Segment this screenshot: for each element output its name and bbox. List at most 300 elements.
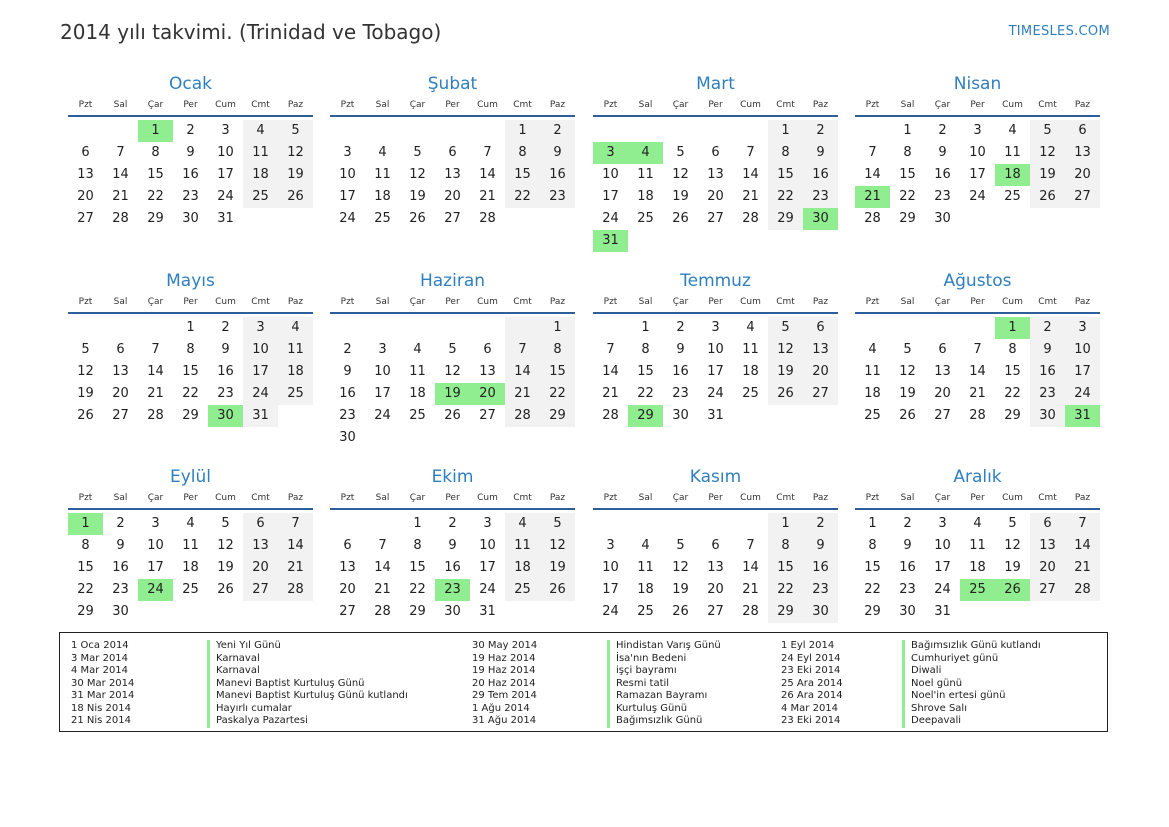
day-cell[interactable]: 29 xyxy=(864,604,881,619)
day-cell[interactable]: 21 xyxy=(112,189,129,204)
day-cell[interactable]: 29 xyxy=(147,211,164,226)
day-cell[interactable]: 10 xyxy=(602,560,619,575)
day-cell[interactable]: 31 xyxy=(934,604,951,619)
day-cell[interactable]: 1 xyxy=(68,513,103,535)
day-cell[interactable]: 19 xyxy=(1004,560,1021,575)
day-cell[interactable]: 12 xyxy=(409,167,426,182)
day-cell[interactable]: 14 xyxy=(969,364,986,379)
day-cell[interactable]: 16 xyxy=(540,164,575,186)
day-cell[interactable]: 1 xyxy=(995,317,1030,339)
day-cell[interactable]: 16 xyxy=(1030,361,1065,383)
day-cell[interactable]: 9 xyxy=(803,535,838,557)
day-cell[interactable]: 17 xyxy=(479,560,496,575)
day-cell[interactable]: 25 xyxy=(1004,189,1021,204)
day-cell[interactable]: 20 xyxy=(470,383,505,405)
day-cell[interactable]: 15 xyxy=(182,364,199,379)
day-cell[interactable]: 2 xyxy=(116,516,125,531)
day-cell[interactable]: 15 xyxy=(637,364,654,379)
day-cell[interactable]: 12 xyxy=(768,339,803,361)
day-cell[interactable]: 4 xyxy=(973,516,982,531)
day-cell[interactable]: 15 xyxy=(899,167,916,182)
day-cell[interactable]: 25 xyxy=(637,211,654,226)
day-cell[interactable]: 7 xyxy=(1065,513,1100,535)
day-cell[interactable]: 26 xyxy=(77,408,94,423)
day-cell[interactable]: 5 xyxy=(278,120,313,142)
day-cell[interactable]: 19 xyxy=(540,557,575,579)
day-cell[interactable]: 29 xyxy=(628,405,663,427)
day-cell[interactable]: 25 xyxy=(637,604,654,619)
day-cell[interactable]: 23 xyxy=(182,189,199,204)
day-cell[interactable]: 8 xyxy=(81,538,90,553)
day-cell[interactable]: 7 xyxy=(606,342,615,357)
day-cell[interactable]: 13 xyxy=(707,560,724,575)
day-cell[interactable]: 16 xyxy=(934,167,951,182)
day-cell[interactable]: 12 xyxy=(278,142,313,164)
day-cell[interactable]: 21 xyxy=(278,557,313,579)
day-cell[interactable]: 3 xyxy=(593,142,628,164)
day-cell[interactable]: 2 xyxy=(803,513,838,535)
day-cell[interactable]: 26 xyxy=(899,408,916,423)
day-cell[interactable]: 14 xyxy=(742,560,759,575)
day-cell[interactable]: 17 xyxy=(602,189,619,204)
day-cell[interactable]: 10 xyxy=(374,364,391,379)
day-cell[interactable]: 5 xyxy=(413,145,422,160)
day-cell[interactable]: 4 xyxy=(868,342,877,357)
day-cell[interactable]: 24 xyxy=(602,211,619,226)
day-cell[interactable]: 11 xyxy=(742,342,759,357)
day-cell[interactable]: 29 xyxy=(77,604,94,619)
day-cell[interactable]: 4 xyxy=(628,142,663,164)
day-cell[interactable]: 16 xyxy=(899,560,916,575)
day-cell[interactable]: 6 xyxy=(711,538,720,553)
day-cell[interactable]: 16 xyxy=(217,364,234,379)
day-cell[interactable]: 10 xyxy=(934,538,951,553)
day-cell[interactable]: 30 xyxy=(899,604,916,619)
day-cell[interactable]: 9 xyxy=(540,142,575,164)
day-cell[interactable]: 21 xyxy=(742,582,759,597)
day-cell[interactable]: 3 xyxy=(606,538,615,553)
day-cell[interactable]: 12 xyxy=(444,364,461,379)
day-cell[interactable]: 14 xyxy=(864,167,881,182)
day-cell[interactable]: 13 xyxy=(112,364,129,379)
day-cell[interactable]: 3 xyxy=(151,516,160,531)
day-cell[interactable]: 3 xyxy=(1065,317,1100,339)
day-cell[interactable]: 9 xyxy=(116,538,125,553)
day-cell[interactable]: 24 xyxy=(934,582,951,597)
day-cell[interactable]: 3 xyxy=(221,123,230,138)
day-cell[interactable]: 4 xyxy=(186,516,195,531)
day-cell[interactable]: 11 xyxy=(182,538,199,553)
day-cell[interactable]: 23 xyxy=(1030,383,1065,405)
day-cell[interactable]: 16 xyxy=(339,386,356,401)
day-cell[interactable]: 13 xyxy=(803,339,838,361)
day-cell[interactable]: 5 xyxy=(221,516,230,531)
day-cell[interactable]: 11 xyxy=(637,167,654,182)
day-cell[interactable]: 4 xyxy=(1008,123,1017,138)
day-cell[interactable]: 15 xyxy=(1004,364,1021,379)
day-cell[interactable]: 12 xyxy=(899,364,916,379)
day-cell[interactable]: 13 xyxy=(479,364,496,379)
day-cell[interactable]: 19 xyxy=(435,383,470,405)
day-cell[interactable]: 2 xyxy=(903,516,912,531)
day-cell[interactable]: 2 xyxy=(938,123,947,138)
day-cell[interactable]: 29 xyxy=(1004,408,1021,423)
day-cell[interactable]: 10 xyxy=(147,538,164,553)
day-cell[interactable]: 6 xyxy=(448,145,457,160)
day-cell[interactable]: 20 xyxy=(243,557,278,579)
day-cell[interactable]: 14 xyxy=(112,167,129,182)
day-cell[interactable]: 18 xyxy=(278,361,313,383)
day-cell[interactable]: 6 xyxy=(81,145,90,160)
day-cell[interactable]: 24 xyxy=(138,579,173,601)
day-cell[interactable]: 6 xyxy=(116,342,125,357)
day-cell[interactable]: 1 xyxy=(768,120,803,142)
day-cell[interactable]: 1 xyxy=(641,320,650,335)
day-cell[interactable]: 21 xyxy=(505,383,540,405)
day-cell[interactable]: 9 xyxy=(938,145,947,160)
day-cell[interactable]: 15 xyxy=(505,164,540,186)
day-cell[interactable]: 2 xyxy=(803,120,838,142)
day-cell[interactable]: 15 xyxy=(768,557,803,579)
day-cell[interactable]: 3 xyxy=(483,516,492,531)
day-cell[interactable]: 15 xyxy=(864,560,881,575)
day-cell[interactable]: 16 xyxy=(112,560,129,575)
day-cell[interactable]: 13 xyxy=(243,535,278,557)
day-cell[interactable]: 23 xyxy=(435,579,470,601)
day-cell[interactable]: 22 xyxy=(182,386,199,401)
day-cell[interactable]: 4 xyxy=(278,317,313,339)
day-cell[interactable]: 3 xyxy=(973,123,982,138)
day-cell[interactable]: 2 xyxy=(186,123,195,138)
day-cell[interactable]: 2 xyxy=(343,342,352,357)
day-cell[interactable]: 31 xyxy=(1065,405,1100,427)
day-cell[interactable]: 24 xyxy=(707,386,724,401)
day-cell[interactable]: 17 xyxy=(243,361,278,383)
day-cell[interactable]: 27 xyxy=(1065,186,1100,208)
day-cell[interactable]: 24 xyxy=(1065,383,1100,405)
day-cell[interactable]: 1 xyxy=(413,516,422,531)
day-cell[interactable]: 27 xyxy=(77,211,94,226)
day-cell[interactable]: 10 xyxy=(243,339,278,361)
day-cell[interactable]: 30 xyxy=(803,208,838,230)
day-cell[interactable]: 27 xyxy=(444,211,461,226)
day-cell[interactable]: 5 xyxy=(768,317,803,339)
day-cell[interactable]: 8 xyxy=(1008,342,1017,357)
day-cell[interactable]: 13 xyxy=(339,560,356,575)
day-cell[interactable]: 22 xyxy=(540,383,575,405)
day-cell[interactable]: 28 xyxy=(1065,579,1100,601)
day-cell[interactable]: 11 xyxy=(969,538,986,553)
day-cell[interactable]: 30 xyxy=(208,405,243,427)
day-cell[interactable]: 9 xyxy=(803,142,838,164)
day-cell[interactable]: 20 xyxy=(444,189,461,204)
day-cell[interactable]: 28 xyxy=(112,211,129,226)
day-cell[interactable]: 26 xyxy=(444,408,461,423)
day-cell[interactable]: 8 xyxy=(768,535,803,557)
day-cell[interactable]: 5 xyxy=(1030,120,1065,142)
day-cell[interactable]: 22 xyxy=(505,186,540,208)
day-cell[interactable]: 8 xyxy=(641,342,650,357)
day-cell[interactable]: 13 xyxy=(1065,142,1100,164)
day-cell[interactable]: 25 xyxy=(278,383,313,405)
day-cell[interactable]: 2 xyxy=(448,516,457,531)
day-cell[interactable]: 3 xyxy=(378,342,387,357)
day-cell[interactable]: 15 xyxy=(540,361,575,383)
day-cell[interactable]: 28 xyxy=(864,211,881,226)
day-cell[interactable]: 25 xyxy=(864,408,881,423)
day-cell[interactable]: 21 xyxy=(602,386,619,401)
day-cell[interactable]: 29 xyxy=(768,208,803,230)
day-cell[interactable]: 6 xyxy=(483,342,492,357)
day-cell[interactable]: 1 xyxy=(505,120,540,142)
day-cell[interactable]: 4 xyxy=(243,120,278,142)
day-cell[interactable]: 22 xyxy=(864,582,881,597)
day-cell[interactable]: 18 xyxy=(864,386,881,401)
day-cell[interactable]: 18 xyxy=(637,189,654,204)
day-cell[interactable]: 28 xyxy=(969,408,986,423)
day-cell[interactable]: 21 xyxy=(147,386,164,401)
day-cell[interactable]: 5 xyxy=(676,145,685,160)
day-cell[interactable]: 24 xyxy=(602,604,619,619)
day-cell[interactable]: 23 xyxy=(217,386,234,401)
day-cell[interactable]: 17 xyxy=(934,560,951,575)
day-cell[interactable]: 22 xyxy=(768,186,803,208)
day-cell[interactable]: 11 xyxy=(864,364,881,379)
day-cell[interactable]: 14 xyxy=(147,364,164,379)
day-cell[interactable]: 22 xyxy=(637,386,654,401)
day-cell[interactable]: 23 xyxy=(672,386,689,401)
day-cell[interactable]: 26 xyxy=(995,579,1030,601)
day-cell[interactable]: 19 xyxy=(672,582,689,597)
day-cell[interactable]: 18 xyxy=(505,557,540,579)
day-cell[interactable]: 16 xyxy=(444,560,461,575)
day-cell[interactable]: 26 xyxy=(1030,186,1065,208)
day-cell[interactable]: 20 xyxy=(112,386,129,401)
day-cell[interactable]: 25 xyxy=(742,386,759,401)
day-cell[interactable]: 8 xyxy=(413,538,422,553)
day-cell[interactable]: 1 xyxy=(138,120,173,142)
day-cell[interactable]: 11 xyxy=(1004,145,1021,160)
day-cell[interactable]: 9 xyxy=(1030,339,1065,361)
day-cell[interactable]: 3 xyxy=(243,317,278,339)
day-cell[interactable]: 3 xyxy=(343,145,352,160)
day-cell[interactable]: 2 xyxy=(221,320,230,335)
day-cell[interactable]: 8 xyxy=(903,145,912,160)
day-cell[interactable]: 20 xyxy=(1065,164,1100,186)
day-cell[interactable]: 14 xyxy=(374,560,391,575)
day-cell[interactable]: 18 xyxy=(995,164,1030,186)
day-cell[interactable]: 24 xyxy=(217,189,234,204)
day-cell[interactable]: 25 xyxy=(374,211,391,226)
day-cell[interactable]: 13 xyxy=(444,167,461,182)
day-cell[interactable]: 21 xyxy=(855,186,890,208)
day-cell[interactable]: 25 xyxy=(182,582,199,597)
day-cell[interactable]: 26 xyxy=(672,604,689,619)
day-cell[interactable]: 20 xyxy=(77,189,94,204)
day-cell[interactable]: 10 xyxy=(602,167,619,182)
day-cell[interactable]: 17 xyxy=(969,167,986,182)
day-cell[interactable]: 31 xyxy=(479,604,496,619)
day-cell[interactable]: 21 xyxy=(479,189,496,204)
day-cell[interactable]: 28 xyxy=(147,408,164,423)
day-cell[interactable]: 5 xyxy=(81,342,90,357)
day-cell[interactable]: 26 xyxy=(540,579,575,601)
day-cell[interactable]: 30 xyxy=(934,211,951,226)
day-cell[interactable]: 29 xyxy=(540,405,575,427)
day-cell[interactable]: 22 xyxy=(899,189,916,204)
day-cell[interactable]: 20 xyxy=(1030,557,1065,579)
day-cell[interactable]: 12 xyxy=(77,364,94,379)
day-cell[interactable]: 1 xyxy=(903,123,912,138)
day-cell[interactable]: 23 xyxy=(803,186,838,208)
day-cell[interactable]: 23 xyxy=(540,186,575,208)
day-cell[interactable]: 1 xyxy=(540,317,575,339)
day-cell[interactable]: 13 xyxy=(1030,535,1065,557)
day-cell[interactable]: 26 xyxy=(278,186,313,208)
day-cell[interactable]: 7 xyxy=(116,145,125,160)
day-cell[interactable]: 30 xyxy=(672,408,689,423)
day-cell[interactable]: 24 xyxy=(339,211,356,226)
day-cell[interactable]: 7 xyxy=(151,342,160,357)
day-cell[interactable]: 21 xyxy=(969,386,986,401)
day-cell[interactable]: 23 xyxy=(803,579,838,601)
day-cell[interactable]: 10 xyxy=(1065,339,1100,361)
day-cell[interactable]: 23 xyxy=(339,408,356,423)
day-cell[interactable]: 3 xyxy=(938,516,947,531)
day-cell[interactable]: 5 xyxy=(676,538,685,553)
day-cell[interactable]: 4 xyxy=(641,538,650,553)
day-cell[interactable]: 28 xyxy=(278,579,313,601)
day-cell[interactable]: 18 xyxy=(409,386,426,401)
day-cell[interactable]: 28 xyxy=(742,604,759,619)
day-cell[interactable]: 25 xyxy=(960,579,995,601)
day-cell[interactable]: 20 xyxy=(803,361,838,383)
day-cell[interactable]: 5 xyxy=(903,342,912,357)
day-cell[interactable]: 12 xyxy=(672,560,689,575)
day-cell[interactable]: 24 xyxy=(243,383,278,405)
day-cell[interactable]: 12 xyxy=(1004,538,1021,553)
day-cell[interactable]: 27 xyxy=(803,383,838,405)
day-cell[interactable]: 20 xyxy=(707,189,724,204)
day-cell[interactable]: 13 xyxy=(934,364,951,379)
day-cell[interactable]: 15 xyxy=(409,560,426,575)
day-cell[interactable]: 1 xyxy=(186,320,195,335)
day-cell[interactable]: 14 xyxy=(278,535,313,557)
day-cell[interactable]: 8 xyxy=(868,538,877,553)
day-cell[interactable]: 8 xyxy=(540,339,575,361)
day-cell[interactable]: 13 xyxy=(77,167,94,182)
day-cell[interactable]: 6 xyxy=(243,513,278,535)
day-cell[interactable]: 7 xyxy=(378,538,387,553)
day-cell[interactable]: 2 xyxy=(540,120,575,142)
day-cell[interactable]: 6 xyxy=(343,538,352,553)
day-cell[interactable]: 17 xyxy=(147,560,164,575)
day-cell[interactable]: 12 xyxy=(540,535,575,557)
day-cell[interactable]: 5 xyxy=(540,513,575,535)
day-cell[interactable]: 7 xyxy=(746,145,755,160)
day-cell[interactable]: 16 xyxy=(672,364,689,379)
day-cell[interactable]: 4 xyxy=(378,145,387,160)
day-cell[interactable]: 4 xyxy=(413,342,422,357)
day-cell[interactable]: 7 xyxy=(278,513,313,535)
day-cell[interactable]: 9 xyxy=(343,364,352,379)
day-cell[interactable]: 30 xyxy=(182,211,199,226)
day-cell[interactable]: 28 xyxy=(505,405,540,427)
day-cell[interactable]: 6 xyxy=(1065,120,1100,142)
day-cell[interactable]: 11 xyxy=(374,167,391,182)
day-cell[interactable]: 22 xyxy=(77,582,94,597)
day-cell[interactable]: 11 xyxy=(505,535,540,557)
day-cell[interactable]: 23 xyxy=(934,189,951,204)
day-cell[interactable]: 25 xyxy=(505,579,540,601)
day-cell[interactable]: 17 xyxy=(217,167,234,182)
day-cell[interactable]: 14 xyxy=(505,361,540,383)
day-cell[interactable]: 29 xyxy=(182,408,199,423)
day-cell[interactable]: 29 xyxy=(899,211,916,226)
day-cell[interactable]: 26 xyxy=(217,582,234,597)
day-cell[interactable]: 29 xyxy=(409,604,426,619)
day-cell[interactable]: 19 xyxy=(1030,164,1065,186)
day-cell[interactable]: 30 xyxy=(803,601,838,623)
day-cell[interactable]: 26 xyxy=(409,211,426,226)
day-cell[interactable]: 10 xyxy=(217,145,234,160)
day-cell[interactable]: 6 xyxy=(711,145,720,160)
day-cell[interactable]: 10 xyxy=(707,342,724,357)
day-cell[interactable]: 25 xyxy=(409,408,426,423)
day-cell[interactable]: 30 xyxy=(444,604,461,619)
day-cell[interactable]: 10 xyxy=(479,538,496,553)
day-cell[interactable]: 9 xyxy=(903,538,912,553)
day-cell[interactable]: 17 xyxy=(339,189,356,204)
day-cell[interactable]: 19 xyxy=(77,386,94,401)
day-cell[interactable]: 19 xyxy=(899,386,916,401)
day-cell[interactable]: 6 xyxy=(1030,513,1065,535)
day-cell[interactable]: 15 xyxy=(768,164,803,186)
day-cell[interactable]: 7 xyxy=(868,145,877,160)
day-cell[interactable]: 12 xyxy=(1030,142,1065,164)
day-cell[interactable]: 16 xyxy=(182,167,199,182)
day-cell[interactable]: 18 xyxy=(182,560,199,575)
day-cell[interactable]: 9 xyxy=(221,342,230,357)
day-cell[interactable]: 10 xyxy=(969,145,986,160)
day-cell[interactable]: 26 xyxy=(672,211,689,226)
day-cell[interactable]: 17 xyxy=(1065,361,1100,383)
day-cell[interactable]: 23 xyxy=(899,582,916,597)
day-cell[interactable]: 17 xyxy=(707,364,724,379)
day-cell[interactable]: 27 xyxy=(707,604,724,619)
day-cell[interactable]: 21 xyxy=(742,189,759,204)
day-cell[interactable]: 2 xyxy=(676,320,685,335)
day-cell[interactable]: 14 xyxy=(1065,535,1100,557)
day-cell[interactable]: 17 xyxy=(374,386,391,401)
day-cell[interactable]: 16 xyxy=(803,557,838,579)
day-cell[interactable]: 22 xyxy=(147,189,164,204)
day-cell[interactable]: 8 xyxy=(186,342,195,357)
day-cell[interactable]: 10 xyxy=(339,167,356,182)
day-cell[interactable]: 24 xyxy=(969,189,986,204)
day-cell[interactable]: 2 xyxy=(1030,317,1065,339)
day-cell[interactable]: 24 xyxy=(479,582,496,597)
day-cell[interactable]: 31 xyxy=(707,408,724,423)
day-cell[interactable]: 28 xyxy=(479,211,496,226)
day-cell[interactable]: 7 xyxy=(746,538,755,553)
day-cell[interactable]: 14 xyxy=(602,364,619,379)
day-cell[interactable]: 27 xyxy=(339,604,356,619)
day-cell[interactable]: 29 xyxy=(768,601,803,623)
day-cell[interactable]: 16 xyxy=(803,164,838,186)
day-cell[interactable]: 6 xyxy=(803,317,838,339)
day-cell[interactable]: 30 xyxy=(112,604,129,619)
